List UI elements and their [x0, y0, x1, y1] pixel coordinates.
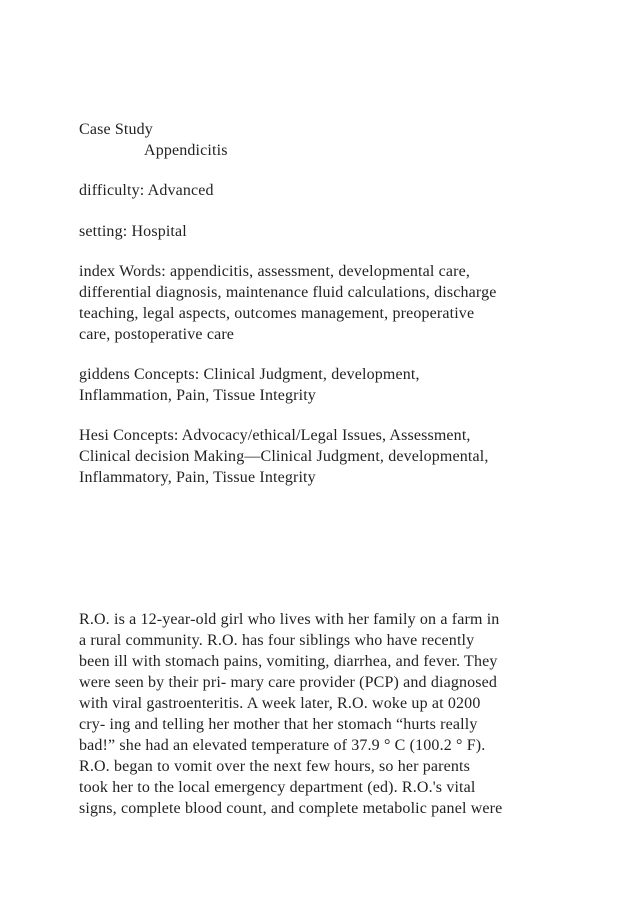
- hesi-concepts-line: Inflammatory, Pain, Tissue Integrity: [79, 469, 316, 486]
- index-words-line: index Words: appendicitis, assessment, developmental care,: [79, 263, 471, 280]
- giddens-concepts-line: giddens Concepts: Clinical Judgment, development,: [79, 366, 420, 383]
- hesi-concepts-line: Clinical decision Making—Clinical Judgment, developmental,: [79, 448, 489, 465]
- narrative-line: cry- ing and telling her mother that her stomach “hurts really: [79, 716, 478, 733]
- narrative-line: signs, complete blood count, and complete metabolic panel were: [79, 800, 503, 817]
- narrative-line: R.O. began to vomit over the next few hours, so her parents: [79, 758, 470, 775]
- difficulty-line: difficulty: Advanced: [79, 182, 214, 199]
- giddens-concepts-line: Inflammation, Pain, Tissue Integrity: [79, 387, 316, 404]
- setting-line: setting: Hospital: [79, 223, 187, 240]
- case-study-title: Case Study: [79, 121, 153, 138]
- narrative-line: a rural community. R.O. has four siblings who have recently: [79, 632, 475, 649]
- index-words-line: differential diagnosis, maintenance fluid calculations, discharge: [79, 284, 497, 301]
- narrative-line: bad!” she had an elevated temperature of 37.9 ° C (100.2 ° F).: [79, 737, 486, 754]
- index-words-line: teaching, legal aspects, outcomes management, preoperative: [79, 305, 475, 322]
- narrative-line: with viral gastroenteritis. A week later, R.O. woke up at 0200: [79, 695, 481, 712]
- hesi-concepts-line: Hesi Concepts: Advocacy/ethical/Legal Issues, Assessment,: [79, 427, 471, 444]
- narrative-line: took her to the local emergency department (ed). R.O.'s vital: [79, 779, 476, 796]
- case-study-subtitle: Appendicitis: [144, 142, 228, 159]
- index-words-line: care, postoperative care: [79, 326, 235, 343]
- narrative-line: R.O. is a 12-year-old girl who lives with her family on a farm in: [79, 611, 500, 628]
- narrative-line: been ill with stomach pains, vomiting, diarrhea, and fever. They: [79, 653, 498, 670]
- narrative-line: were seen by their pri- mary care provider (PCP) and diagnosed: [79, 674, 498, 691]
